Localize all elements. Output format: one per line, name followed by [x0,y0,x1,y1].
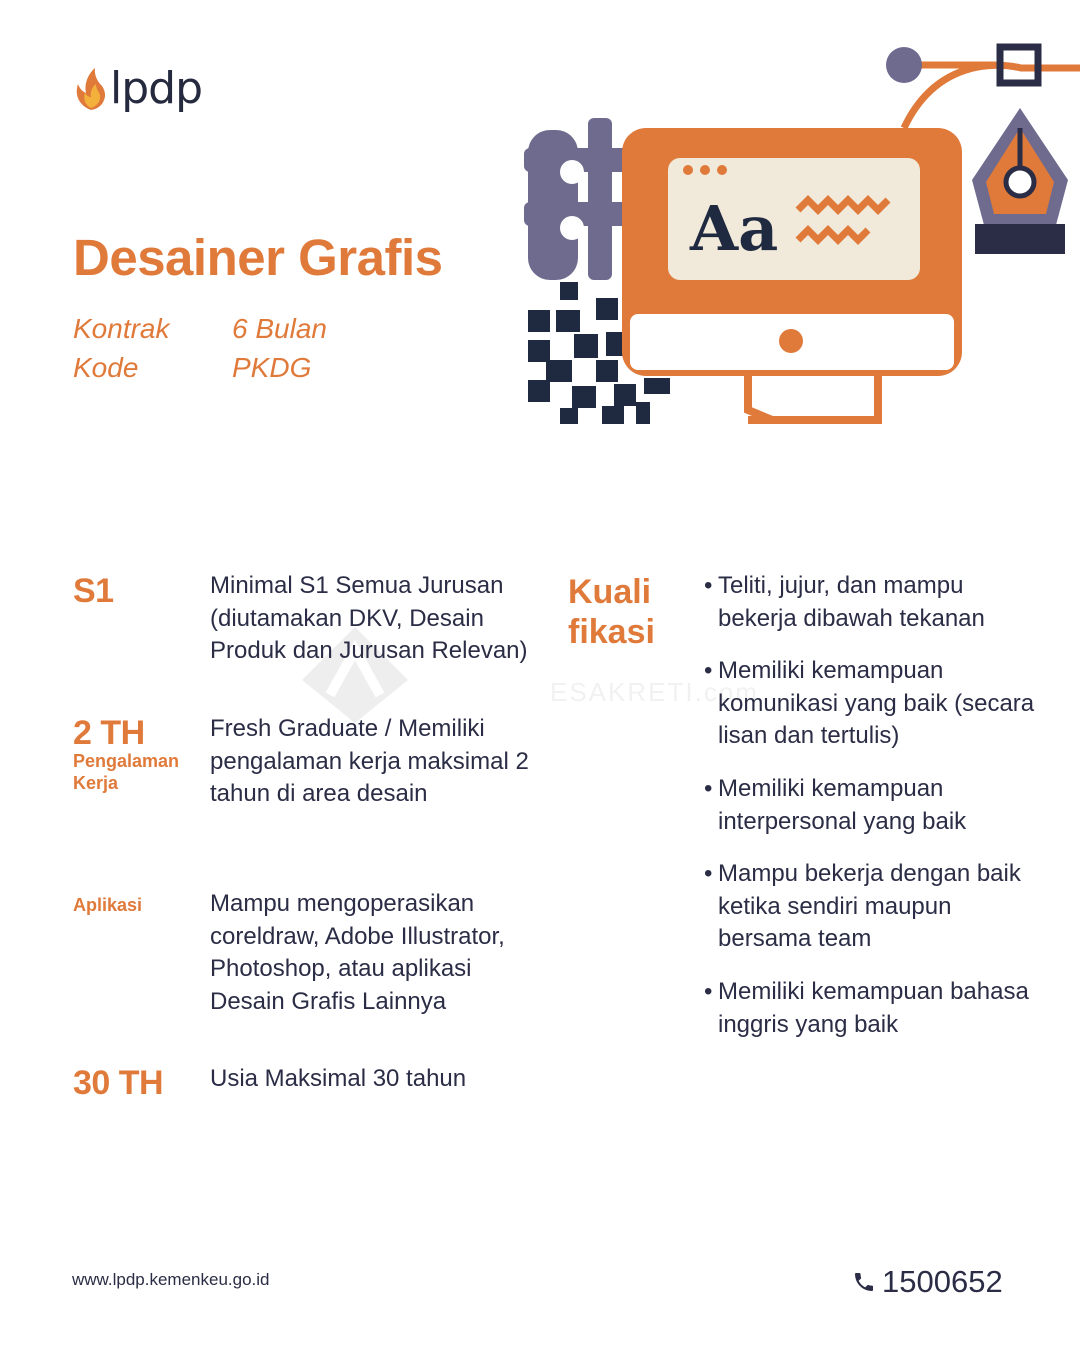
pen-tool-icon [972,108,1068,254]
qualifications-heading: Kuali fikasi [568,573,655,651]
watermark-text: ESAKRETI.com [550,677,759,707]
meta-code-label: Kode [73,352,139,383]
req-education-desc: Minimal S1 Semua Jurusan (diutamakan DKV, Desain Produk dan Jurusan Relevan) [210,572,528,664]
req-application-desc: Mampu mengoperasikan coreldraw, Adobe Illustrator, Photoshop, atau aplikasi Desain Grafis Lainnya [210,890,505,1015]
logo-wordmark: lpdp [110,63,203,114]
qualification-text: Teliti, jujur, dan mampu bekerja dibawah tekanan [718,572,985,632]
bullet: • [704,978,713,1005]
phone-number: 1500652 [882,1264,1003,1299]
qualification-item [704,976,1048,1041]
meta-contract-value: 6 Bulan [232,313,327,344]
req-age-label: 30 TH [73,1064,164,1102]
phone-contact[interactable] [852,1264,1003,1300]
req-experience-sublabel: Pengalaman Kerja [73,751,180,793]
req-application-label: Aplikasi [73,895,143,915]
bullet: • [704,860,713,887]
qualification-item [704,655,1048,753]
qualification-item [704,858,1048,956]
meta-contract-label: Kontrak [73,313,170,344]
bezier-curve [904,65,1080,128]
qualification-text: Mampu bekerja dengan baik ketika sendiri maupun bersama team [718,860,1021,952]
job-title: Desainer Grafis [73,229,443,286]
req-age-desc: Usia Maksimal 30 tahun [210,1065,467,1092]
req-experience-label: 2 TH [73,714,145,752]
qualification-text: Memiliki kemampuan bahasa inggris yang baik [718,978,1029,1038]
lpdp-logo [72,64,202,114]
qualification-text: Memiliki kemampuan komunikasi yang baik (secara lisan dan tertulis) [718,657,1035,749]
bullet: • [704,775,713,802]
bullet: • [704,572,713,599]
phone-icon [852,1270,876,1294]
req-experience-desc: Fresh Graduate / Memiliki pengalaman kerja maksimal 2 tahun di area desain [210,715,529,807]
website-url[interactable]: www.lpdp.kemenkeu.go.id [72,1270,270,1289]
qualification-item [704,773,1048,838]
req-education-label: S1 [73,572,114,610]
flame-icon [72,66,110,112]
monitor-icon [622,128,962,420]
qualification-text: Memiliki kemampuan interpersonal yang baik [718,775,967,835]
graphic-design-illustration [516,40,1080,440]
font-sample-text: Aa [690,192,779,265]
meta-code-value: PKDG [232,352,312,383]
bullet: • [704,657,713,684]
anchor-point-icon [886,47,922,83]
qualification-item [704,570,1048,635]
